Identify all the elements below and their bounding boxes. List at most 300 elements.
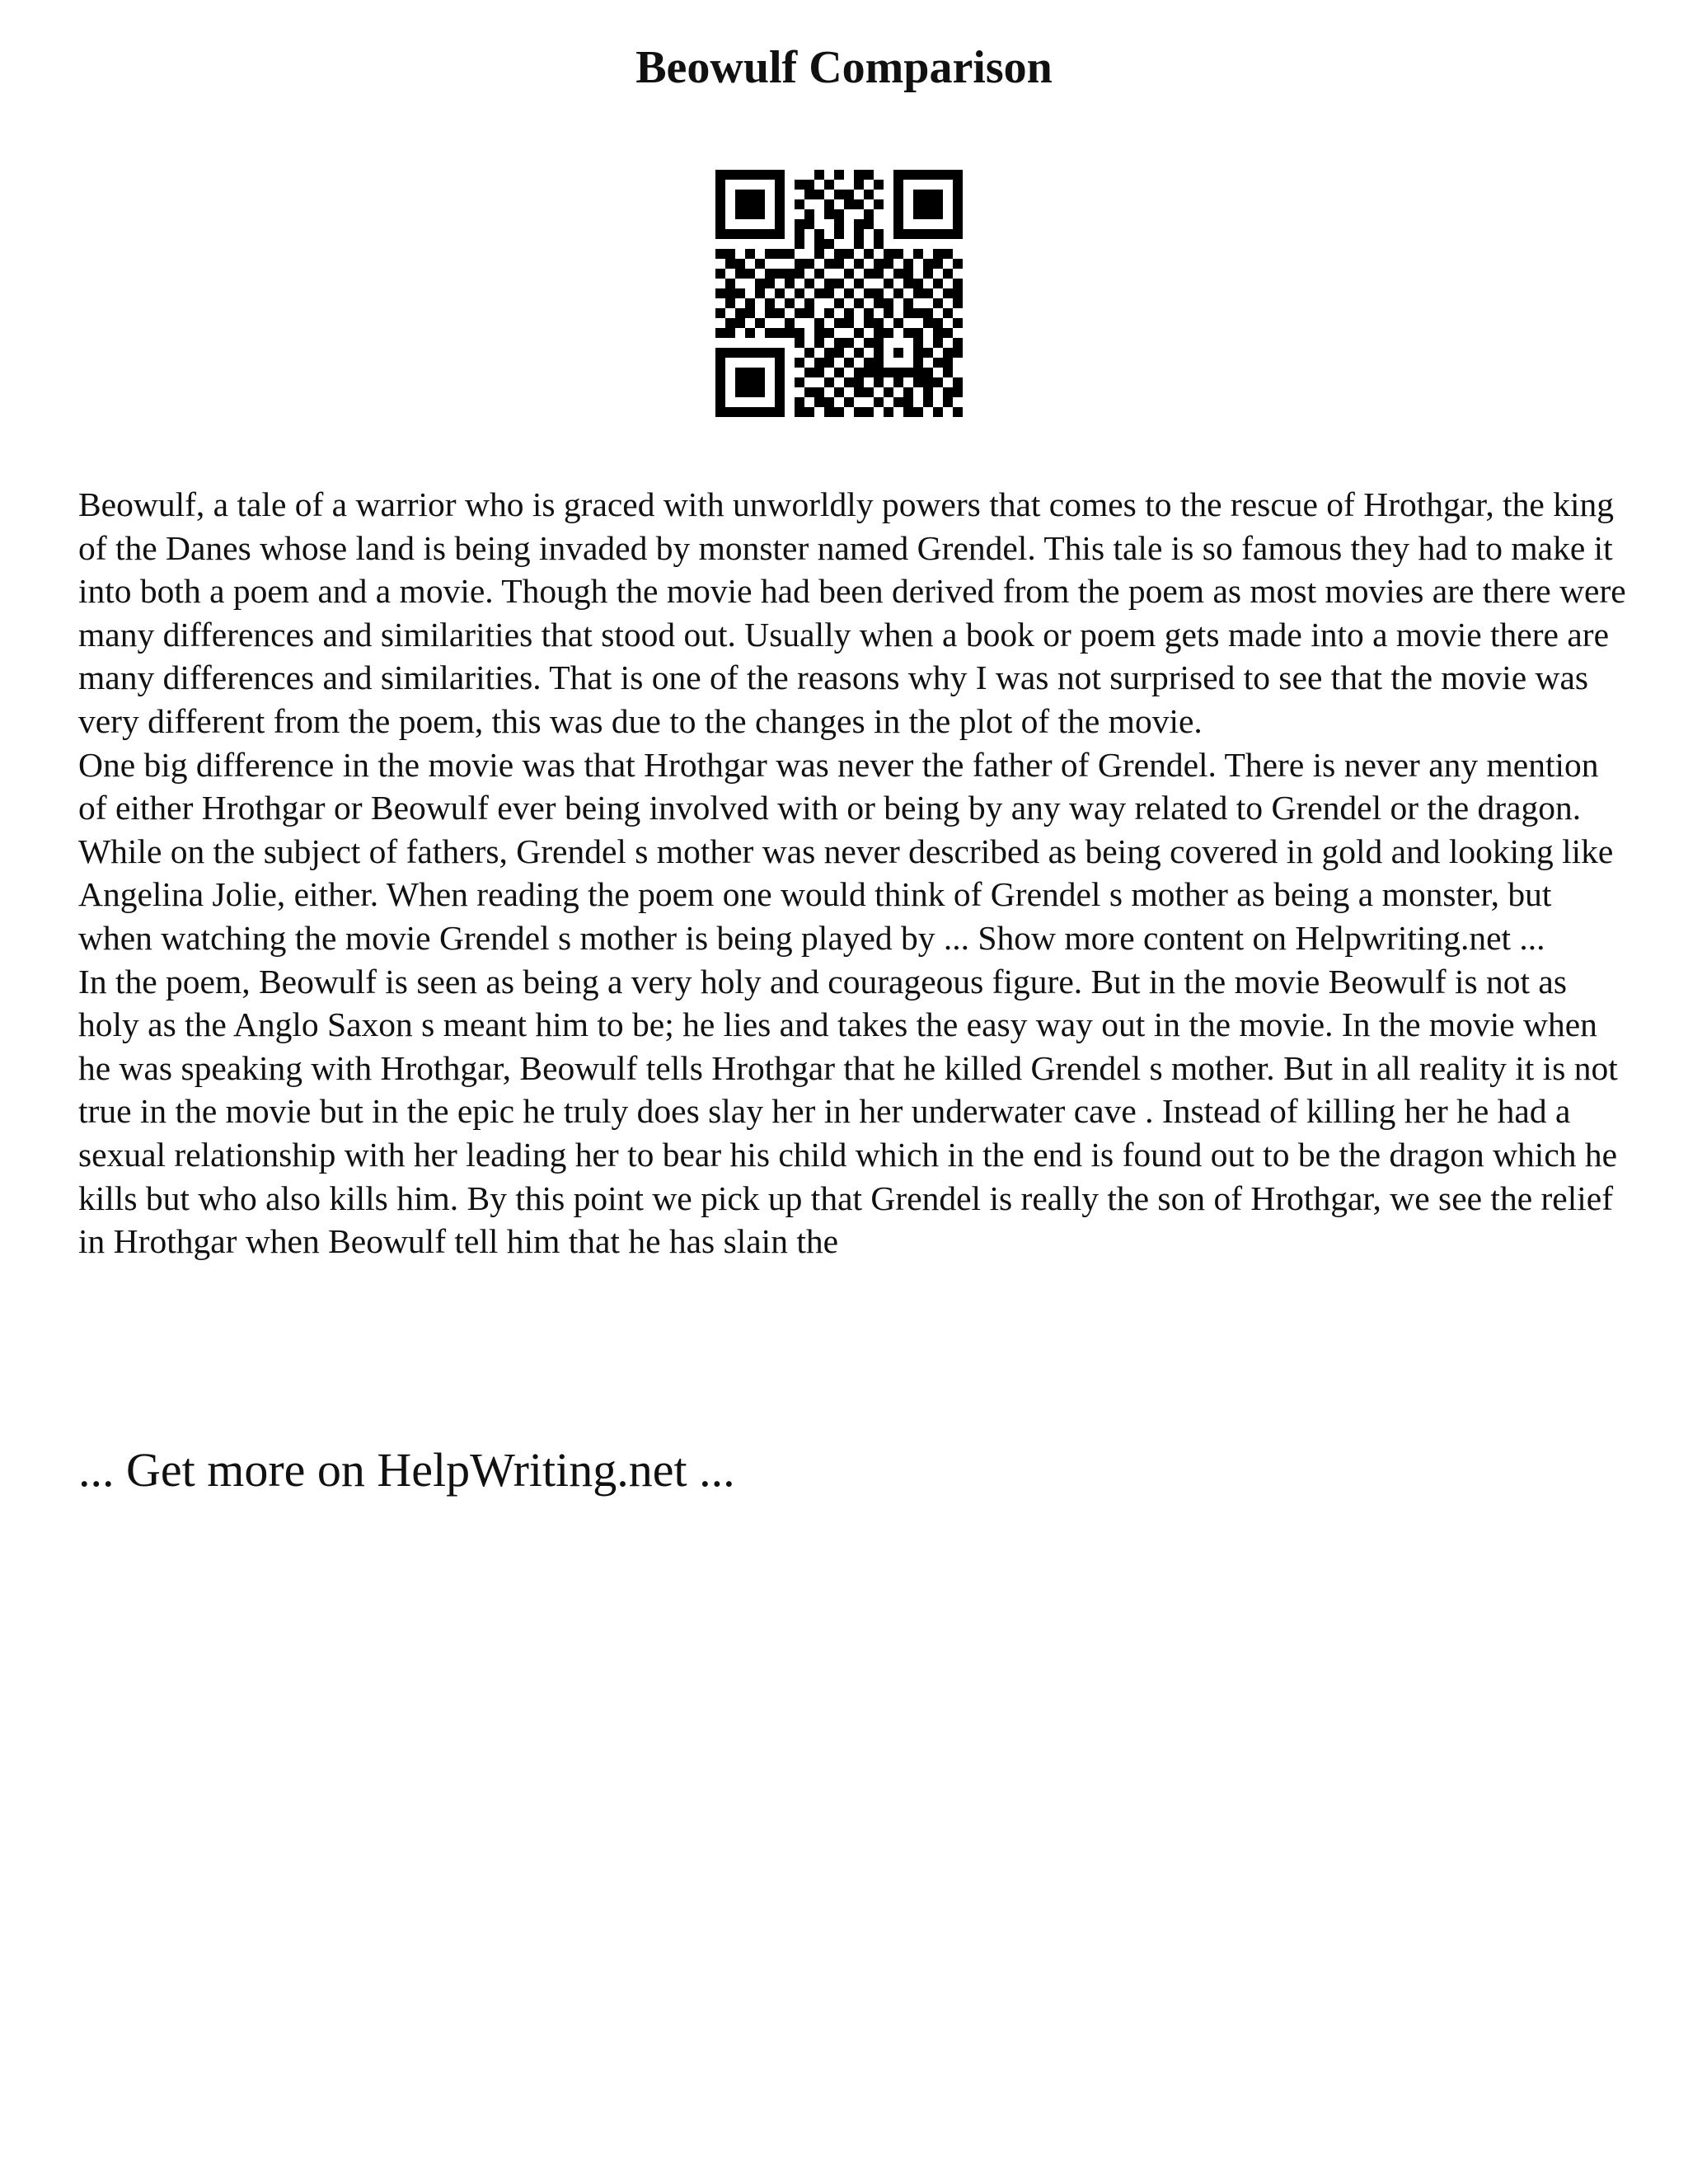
qr-module (874, 348, 884, 358)
qr-module (814, 269, 824, 279)
qr-module (775, 229, 785, 239)
qr-module (923, 308, 933, 318)
qr-module (893, 348, 903, 358)
qr-module (913, 288, 923, 298)
qr-module (755, 170, 765, 180)
qr-module (775, 308, 785, 318)
essay-body (78, 483, 1628, 1263)
qr-module (795, 377, 804, 387)
qr-module (725, 170, 735, 180)
qr-module (755, 259, 765, 269)
qr-module (814, 358, 824, 368)
qr-module (824, 377, 834, 387)
qr-module (864, 407, 874, 417)
qr-module (715, 308, 725, 318)
qr-module (735, 377, 745, 387)
qr-module (765, 229, 775, 239)
qr-module (844, 288, 854, 298)
qr-module (864, 338, 874, 348)
qr-module (864, 318, 874, 328)
qr-module (775, 348, 785, 358)
qr-module (844, 269, 854, 279)
qr-module (755, 377, 765, 387)
qr-module (735, 269, 745, 279)
qr-module (804, 348, 814, 358)
qr-module (824, 288, 834, 298)
qr-module (953, 377, 963, 387)
qr-module (953, 180, 963, 190)
qr-module (715, 209, 725, 219)
qr-module (953, 318, 963, 328)
qr-module (804, 368, 814, 377)
qr-module (874, 269, 884, 279)
qr-module (844, 308, 854, 318)
qr-module (953, 219, 963, 229)
qr-module (913, 249, 923, 259)
qr-module (903, 397, 913, 407)
qr-module (775, 180, 785, 190)
qr-module (854, 368, 864, 377)
qr-module (893, 170, 903, 180)
qr-module (715, 328, 725, 338)
qr-module (834, 249, 844, 259)
qr-module (913, 308, 923, 318)
qr-module (943, 269, 953, 279)
qr-module (923, 288, 933, 298)
qr-module (795, 219, 804, 229)
qr-module (893, 180, 903, 190)
qr-module (775, 209, 785, 219)
qr-module (795, 358, 804, 368)
qr-module (735, 209, 745, 219)
qr-module (755, 288, 765, 298)
qr-module (923, 259, 933, 269)
qr-module (864, 387, 874, 397)
qr-module (923, 377, 933, 387)
qr-module (745, 269, 755, 279)
qr-module (824, 239, 834, 249)
qr-module (943, 348, 953, 358)
qr-module (933, 328, 943, 338)
qr-module (913, 368, 923, 377)
qr-module (854, 170, 864, 180)
qr-module (834, 338, 844, 348)
qr-module (715, 377, 725, 387)
qr-module (903, 328, 913, 338)
qr-module (745, 328, 755, 338)
qr-module (775, 199, 785, 209)
qr-module (745, 170, 755, 180)
qr-module (943, 328, 953, 338)
qr-module (775, 269, 785, 279)
qr-module (765, 298, 775, 308)
qr-module (725, 288, 735, 298)
qr-module (795, 229, 804, 239)
qr-module (834, 279, 844, 288)
qr-module (715, 229, 725, 239)
qr-module (795, 338, 804, 348)
qr-module (874, 239, 884, 249)
qr-module (923, 269, 933, 279)
qr-module (884, 328, 893, 338)
qr-module (715, 358, 725, 368)
qr-module (844, 338, 854, 348)
qr-module (933, 407, 943, 417)
qr-module (735, 229, 745, 239)
qr-module (824, 328, 834, 338)
qr-module (953, 170, 963, 180)
qr-module (775, 358, 785, 368)
qr-module (725, 279, 735, 288)
qr-module (715, 190, 725, 199)
qr-module (874, 328, 884, 338)
qr-module (745, 199, 755, 209)
qr-module (735, 387, 745, 397)
qr-module (923, 170, 933, 180)
qr-module (834, 170, 844, 180)
qr-module (854, 180, 864, 190)
qr-module (943, 288, 953, 298)
qr-module (854, 407, 864, 417)
get-more-link[interactable]: ... Get more on HelpWriting.net ... (78, 1443, 735, 1497)
qr-module (824, 348, 834, 358)
qr-module (715, 180, 725, 190)
qr-module (933, 170, 943, 180)
qr-module (775, 397, 785, 407)
qr-module (854, 328, 864, 338)
qr-module (864, 190, 874, 199)
qr-module (854, 387, 864, 397)
qr-module (933, 229, 943, 239)
qr-module (755, 190, 765, 199)
qr-module (804, 308, 814, 318)
qr-module (814, 318, 824, 328)
qr-module (814, 368, 824, 377)
qr-module (874, 199, 884, 209)
qr-module (943, 368, 953, 377)
qr-module (804, 279, 814, 288)
qr-module (804, 190, 814, 199)
qr-module (854, 219, 864, 229)
qr-module (834, 219, 844, 229)
qr-module (913, 229, 923, 239)
qr-module (953, 348, 963, 358)
qr-module (804, 259, 814, 269)
qr-module (745, 308, 755, 318)
qr-module (903, 368, 913, 377)
qr-module (745, 368, 755, 377)
qr-module (943, 308, 953, 318)
qr-module (893, 269, 903, 279)
qr-module (814, 338, 824, 348)
qr-module (854, 348, 864, 358)
qr-module (765, 249, 775, 259)
qr-module (864, 288, 874, 298)
qr-module (834, 387, 844, 397)
qr-module (913, 348, 923, 358)
qr-module (913, 338, 923, 348)
qr-module (834, 298, 844, 308)
qr-module (913, 377, 923, 387)
qr-module (893, 288, 903, 298)
qr-module (933, 259, 943, 269)
qr-module (735, 170, 745, 180)
qr-module (765, 279, 775, 288)
qr-module (785, 318, 795, 328)
qr-module (795, 328, 804, 338)
qr-module (943, 249, 953, 259)
qr-module (844, 318, 854, 328)
qr-module (715, 269, 725, 279)
qr-module (834, 259, 844, 269)
qr-module (824, 180, 834, 190)
qr-module (854, 298, 864, 308)
qr-module (874, 368, 884, 377)
qr-module (735, 190, 745, 199)
qr-module (755, 199, 765, 209)
qr-module (874, 180, 884, 190)
qr-module (814, 249, 824, 259)
qr-module (854, 229, 864, 239)
qr-module (725, 249, 735, 259)
qr-module (903, 387, 913, 397)
qr-module (715, 249, 725, 259)
qr-module (745, 387, 755, 397)
qr-module (725, 298, 735, 308)
qr-module (903, 269, 913, 279)
qr-module (765, 308, 775, 318)
qr-module (745, 348, 755, 358)
qr-module (834, 190, 844, 199)
qr-module (715, 199, 725, 209)
qr-module (775, 190, 785, 199)
qr-module (943, 358, 953, 368)
qr-module (854, 279, 864, 288)
qr-module (864, 249, 874, 259)
qr-module (795, 180, 804, 190)
qr-module (755, 209, 765, 219)
qr-module (715, 348, 725, 358)
qr-module (893, 199, 903, 209)
qr-module (715, 387, 725, 397)
qr-code-icon (715, 170, 963, 417)
qr-module (785, 249, 795, 259)
qr-module (745, 209, 755, 219)
qr-module (755, 279, 765, 288)
qr-module (953, 298, 963, 308)
qr-module (795, 199, 804, 209)
qr-module (804, 298, 814, 308)
qr-module (844, 358, 854, 368)
qr-module (824, 259, 834, 269)
qr-module (834, 318, 844, 328)
qr-module (795, 239, 804, 249)
qr-module (844, 190, 854, 199)
qr-module (884, 279, 893, 288)
qr-module (953, 229, 963, 239)
qr-module (953, 387, 963, 397)
qr-module (844, 249, 854, 259)
qr-module (874, 397, 884, 407)
qr-module (923, 209, 933, 219)
qr-module (834, 407, 844, 417)
qr-module (824, 397, 834, 407)
qr-module (943, 397, 953, 407)
qr-module (953, 209, 963, 219)
qr-module (844, 397, 854, 407)
qr-module (864, 368, 874, 377)
qr-module (715, 368, 725, 377)
qr-module (893, 397, 903, 407)
qr-module (785, 269, 795, 279)
qr-module (903, 229, 913, 239)
qr-module (735, 259, 745, 269)
qr-module (913, 170, 923, 180)
qr-module (854, 259, 864, 269)
qr-module (953, 259, 963, 269)
qr-module (745, 298, 755, 308)
qr-module (775, 170, 785, 180)
qr-module (745, 407, 755, 417)
qr-module (893, 249, 903, 259)
qr-module (765, 269, 775, 279)
qr-module (884, 308, 893, 318)
qr-module (804, 387, 814, 397)
paragraph: Beowulf, a tale of a warrior who is graced with unworldly powers that comes to the rescue of Hrothgar, the king of the Danes whose land is being invaded by monster named Grendel. This tale is so famous they had to make it into both a poem and a movie. Though the movie had been derived from the poem as most movies are there were many differences and similarities that stood out. Usually when a book or poem gets made into a movie there are many differences and similarities. That is one of the reasons why I was not surprised to see that the movie was very different from the poem, this was due to the changes in the plot of the movie. (78, 485, 1626, 740)
qr-module (795, 288, 804, 298)
qr-module (923, 190, 933, 199)
qr-module (785, 279, 795, 288)
qr-module (913, 358, 923, 368)
qr-module (755, 318, 765, 328)
qr-module (735, 288, 745, 298)
qr-module (884, 387, 893, 397)
qr-module (814, 229, 824, 239)
qr-module (854, 199, 864, 209)
qr-module (775, 219, 785, 229)
qr-module (923, 199, 933, 209)
qr-module (795, 269, 804, 279)
qr-module (765, 348, 775, 358)
qr-module (864, 170, 874, 180)
qr-module (893, 318, 903, 328)
qr-module (715, 170, 725, 180)
qr-module (745, 229, 755, 239)
qr-module (725, 348, 735, 358)
qr-module (913, 199, 923, 209)
qr-module (785, 298, 795, 308)
qr-module (725, 407, 735, 417)
qr-module (913, 190, 923, 199)
qr-module (775, 328, 785, 338)
qr-module (824, 279, 834, 288)
qr-module (893, 368, 903, 377)
qr-module (864, 219, 874, 229)
qr-module (814, 397, 824, 407)
qr-module (735, 199, 745, 209)
qr-module (864, 209, 874, 219)
qr-module (933, 377, 943, 387)
qr-module (765, 328, 775, 338)
qr-module (884, 407, 893, 417)
qr-module (874, 259, 884, 269)
qr-module (874, 318, 884, 328)
qr-module (953, 279, 963, 288)
qr-module (953, 338, 963, 348)
qr-module (725, 229, 735, 239)
qr-module (903, 259, 913, 269)
qr-module (864, 269, 874, 279)
qr-module (755, 229, 765, 239)
qr-module (735, 348, 745, 358)
qr-module (913, 328, 923, 338)
qr-module (715, 219, 725, 229)
qr-module (933, 199, 943, 209)
qr-module (785, 328, 795, 338)
qr-module (844, 377, 854, 387)
qr-module (913, 407, 923, 417)
paragraph: In the poem, Beowulf is seen as being a very holy and courageous figure. But in the movie Beowulf is not as holy as the Anglo Saxon s meant him to be; he lies and takes the easy way out in the movie. In the movie when he was speaking with Hrothgar, Beowulf tells Hrothgar that he killed Grendel s mother. But in all reality it is not true in the movie but in the epic he truly does slay her in her underwater cave . Instead of killing her he had a sexual relationship with her leading her to bear his child which in the end is found out to be the dragon which he kills but who also kills him. By this point we pick up that Grendel is really the son of Hrothgar, we see the relief in Hrothgar when Beowulf tell him that he has slain the (78, 962, 1618, 1261)
qr-module (804, 209, 814, 219)
qr-module (775, 387, 785, 397)
qr-module (725, 259, 735, 269)
qr-module (824, 199, 834, 209)
qr-module (953, 288, 963, 298)
qr-module (913, 209, 923, 219)
qr-module (864, 308, 874, 318)
qr-module (933, 190, 943, 199)
qr-module (933, 209, 943, 219)
qr-module (804, 407, 814, 417)
qr-module (814, 239, 824, 249)
qr-module (834, 368, 844, 377)
qr-module (735, 407, 745, 417)
qr-module (814, 170, 824, 180)
qr-module (725, 328, 735, 338)
qr-module (745, 377, 755, 387)
qr-module (775, 288, 785, 298)
qr-module (795, 397, 804, 407)
qr-module (884, 298, 893, 308)
qr-module (735, 368, 745, 377)
qr-module (943, 229, 953, 239)
qr-module (765, 407, 775, 417)
qr-module (725, 318, 735, 328)
page-title: Beowulf Comparison (635, 42, 1053, 93)
qr-module (893, 219, 903, 229)
qr-module (884, 368, 893, 377)
qr-module (854, 239, 864, 249)
qr-module (903, 279, 913, 288)
qr-module (874, 229, 884, 239)
qr-module (884, 259, 893, 269)
qr-module (715, 407, 725, 417)
qr-module (824, 209, 834, 219)
qr-module (884, 249, 893, 259)
qr-module (874, 358, 884, 368)
qr-module (933, 298, 943, 308)
qr-module (775, 249, 785, 259)
qr-module (953, 199, 963, 209)
qr-module (953, 407, 963, 417)
qr-module (755, 368, 765, 377)
qr-module (923, 348, 933, 358)
qr-module (715, 397, 725, 407)
qr-module (824, 358, 834, 368)
qr-module (844, 199, 854, 209)
qr-module (923, 368, 933, 377)
qr-module (923, 397, 933, 407)
